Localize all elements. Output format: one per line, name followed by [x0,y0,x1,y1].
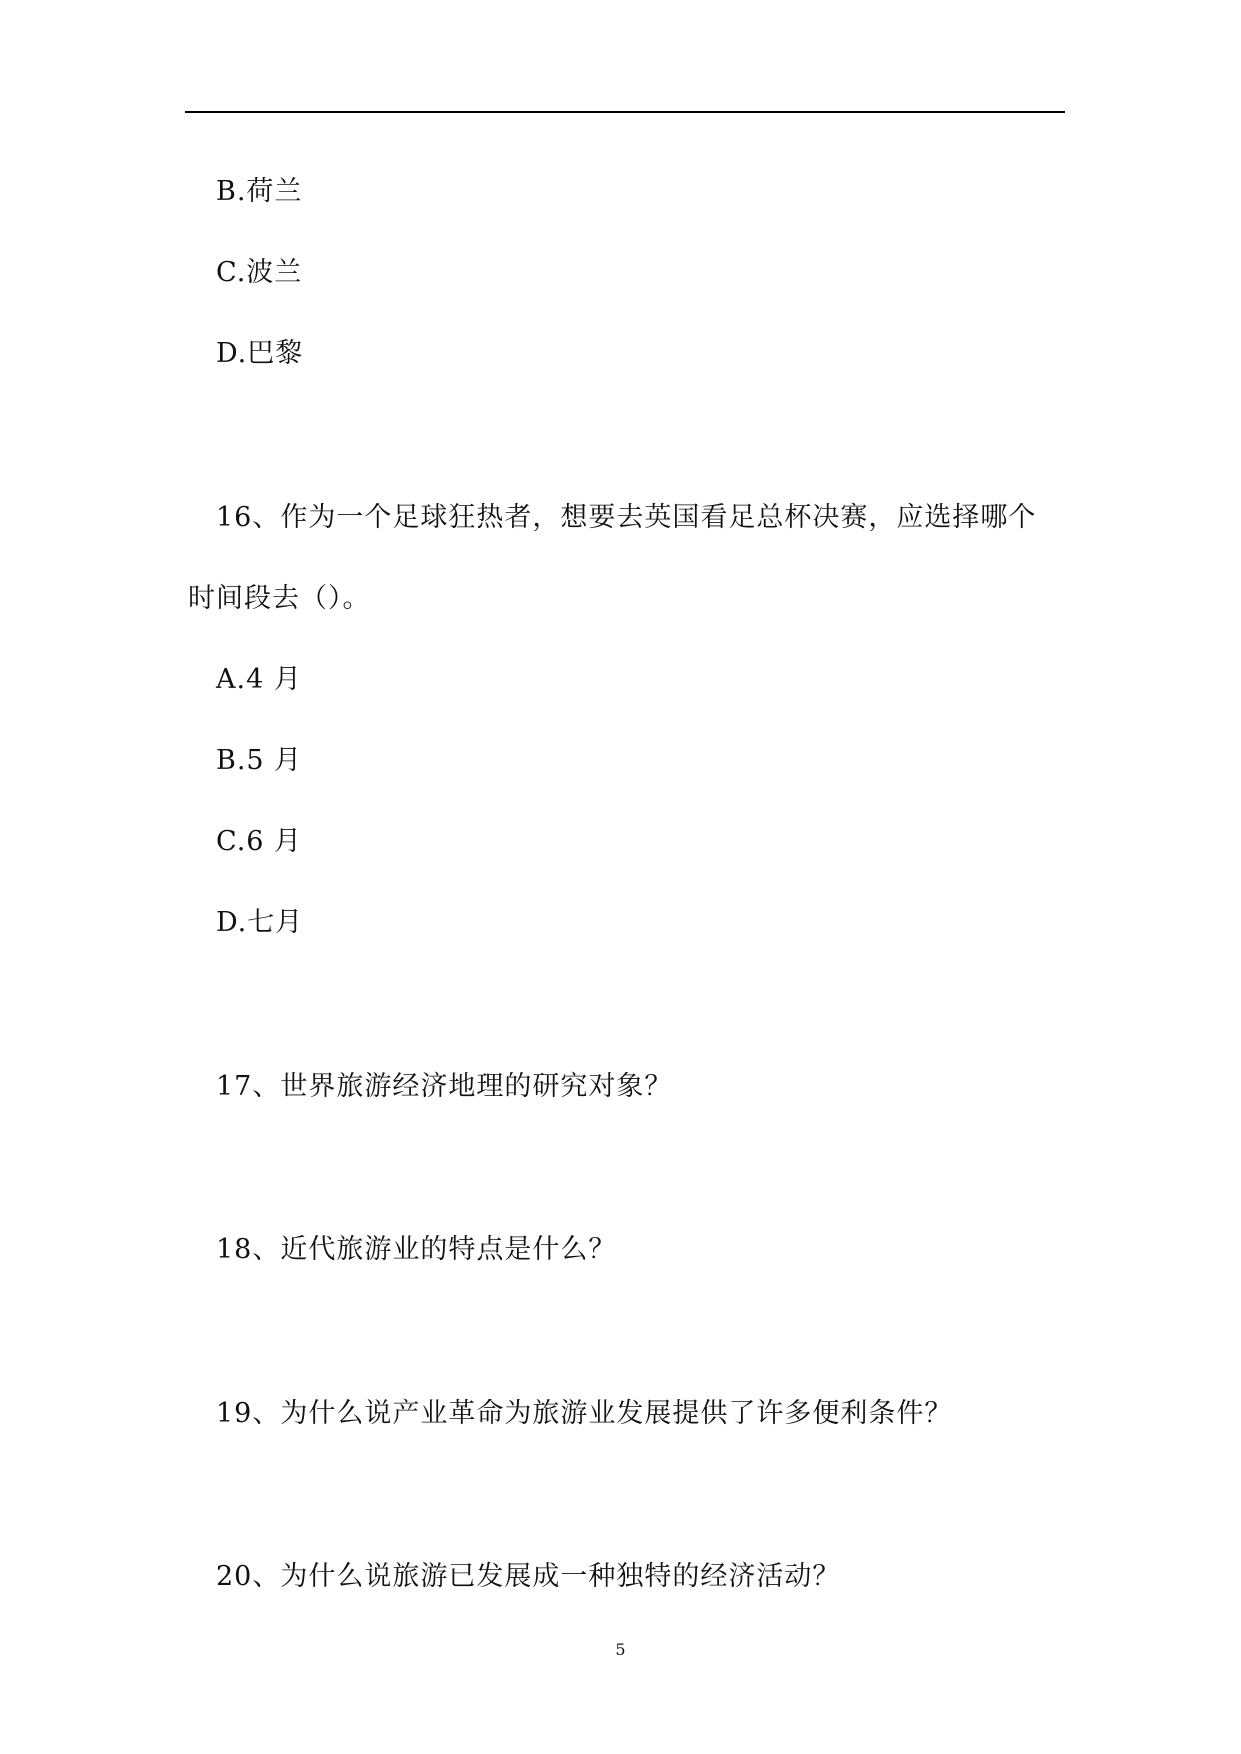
page-number: 5 [615,1640,626,1659]
option-b-prev: B.荷兰 [216,176,303,207]
header-rule [185,111,1065,113]
question-16-option-c: C.6 月 [216,826,303,857]
option-c-prev: C.波兰 [216,257,303,288]
question-16-option-b: B.5 月 [216,745,303,776]
question-20: 20、为什么说旅游已发展成一种独特的经济活动？ [216,1561,841,1592]
question-16-option-a: A.4 月 [216,664,302,695]
question-17: 17、世界旅游经济地理的研究对象？ [216,1071,673,1102]
question-16-line-2: 时间段去（）。 [188,583,371,614]
question-16-line-1: 16、作为一个足球狂热者，想要去英国看足总杯决赛，应选择哪个 [216,502,1037,533]
option-d-prev: D.巴黎 [216,338,304,369]
question-19: 19、为什么说产业革命为旅游业发展提供了许多便利条件？ [216,1398,953,1429]
question-18: 18、近代旅游业的特点是什么？ [216,1234,617,1265]
question-16-option-d: D.七月 [216,907,304,938]
